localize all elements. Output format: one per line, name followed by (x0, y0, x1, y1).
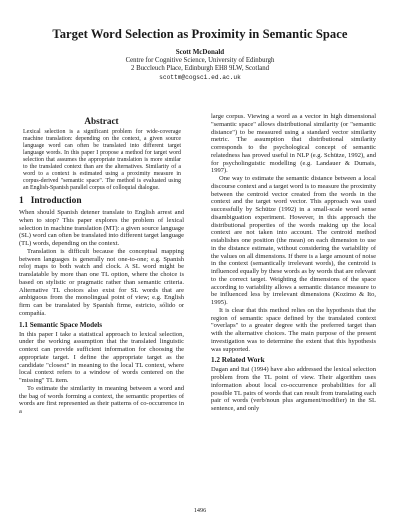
section-heading-introduction (19, 196, 184, 206)
left-column (19, 116, 184, 416)
paper-title: Target Word Selection as Proximity in Semantic Space (52, 27, 348, 41)
subsection-heading-related-work: 1.2 Related Work (211, 356, 265, 365)
abstract-heading: Abstract (84, 116, 119, 126)
intro-paragraph-1: When should Spanish detener translate to English arrest and when to stop? This paper explores the problem of lexical selection in machine translation (MT): a given source language (SL) word can often be translated into different target language (TL) words, depending on the context. (19, 209, 184, 247)
subsection-heading-semantic-space: 1.1 Semantic Space Models (19, 320, 103, 329)
right-paragraph-2: One way to estimate the semantic distance between a local discourse context and a target word is to measure the proximity between the centroid vector created from the words in the context and the target word vector. This approach was used successfully by Schütze (1992) in a small-scale word sense disambiguation experiment. However, in this approach the distributional properties of the words making up the local context are not taken into account. The centroid method establishes one position (the mean) on each dimension to use in the distance estimate, without considering the variability of the values on all dimensions. If there is a large amount of noise in the context (semantically irrelevant words), the centroid is influenced equally by these words as by words that are relevant to the correct target. Weighting the dimensions of the space according to variability allows a semantic distance measure to be influenced less by irrelevant dimensions (Kozimo & Ito, 1995). (211, 175, 376, 306)
author-email: scottm@cogsci.ed.ac.uk (159, 73, 241, 81)
author-block (0, 48, 400, 82)
right-paragraph-3: It is clear that this method relies on the hypothesis that the region of semantic space defined by the translated context "overlaps" to a greater degree with the preferred target than with the alternative choices. The main purpose of the present investigation was to determine the extent that this hypothesis was supported. (211, 306, 376, 353)
related-work-paragraph: Dagan and Itai (1994) have also addressed the lexical selection problem from the TL point of view. Their algorithm uses information about local co-occurrence probabilities for all possible TL pairs of words that can result from translating each pair of words (verb/noun plus argument/modifier) in the SL sentence, and only (211, 366, 376, 412)
right-paragraph-1: large corpus. Viewing a word as a vector in high dimensional "semantic space" allows distributional similarity (or "semantic distance") to be measured using a standard vector similarity metric. The assumption that distributional similarity corresponds to the psychological concept of semantic relatedness has proved useful in NLP (e.g. Schütze, 1992), and for psycholinguistic modelling (e.g. Landauer & Dumais, 1997). (211, 113, 376, 175)
semantic-space-paragraph-1: In this paper I take a statistical approach to lexical selection, under the working assumption that the translated linguistic context can provide sufficient information for choosing the appropriate target. I define the appropriate target as the candidate "closest" in meaning to the local TL context, where local context refers to a window of words centered on the "missing" TL item. (19, 330, 184, 384)
right-column (211, 113, 376, 413)
intro-paragraph-2: Translation is difficult because the conceptual mapping between languages is generally not one-to-one; e.g. Spanish reloj maps to both watch and clock. A SL word might be translatable by more than one TL option, where the choice is based on stylistic or pragmatic rather than semantic criteria. Alternative TL choices also exist for SL words that are ambiguous from the monolingual point of view; e.g. English firm can be translated by Spanish firme, estricto, sólido or compañía. (19, 247, 184, 317)
abstract-text: Lexical selection is a significant problem for wide-coverage machine translation: depending on the context, a given source language word can often be translated into different target language words. In this paper I propose a method for target word selection that assumes the appropriate translation is more similar to the translated context than are the alternatives. Similarity of a word to a context is estimated using a proximity measure in corpus-derived "semantic space". The method is evaluated using an English-Spanish parallel corpus of colloquial dialogue. (23, 129, 181, 191)
semantic-space-paragraph-2: To estimate the similarity in meaning between a word and the bag of words forming a context, the semantic properties of words are first represented as their patterns of co-occurrence in a (19, 384, 184, 415)
section-title: Introduction (30, 196, 82, 206)
page-number: 1496 (193, 507, 207, 514)
address-line: 2 Buccleuch Place, Edinburgh EH8 9LW, Scotland (130, 65, 270, 73)
author-name: Scott McDonald (175, 48, 225, 56)
affiliation-line: Centre for Cognitive Science, University of Edinburgh (125, 56, 275, 64)
section-number: 1 (19, 196, 24, 206)
